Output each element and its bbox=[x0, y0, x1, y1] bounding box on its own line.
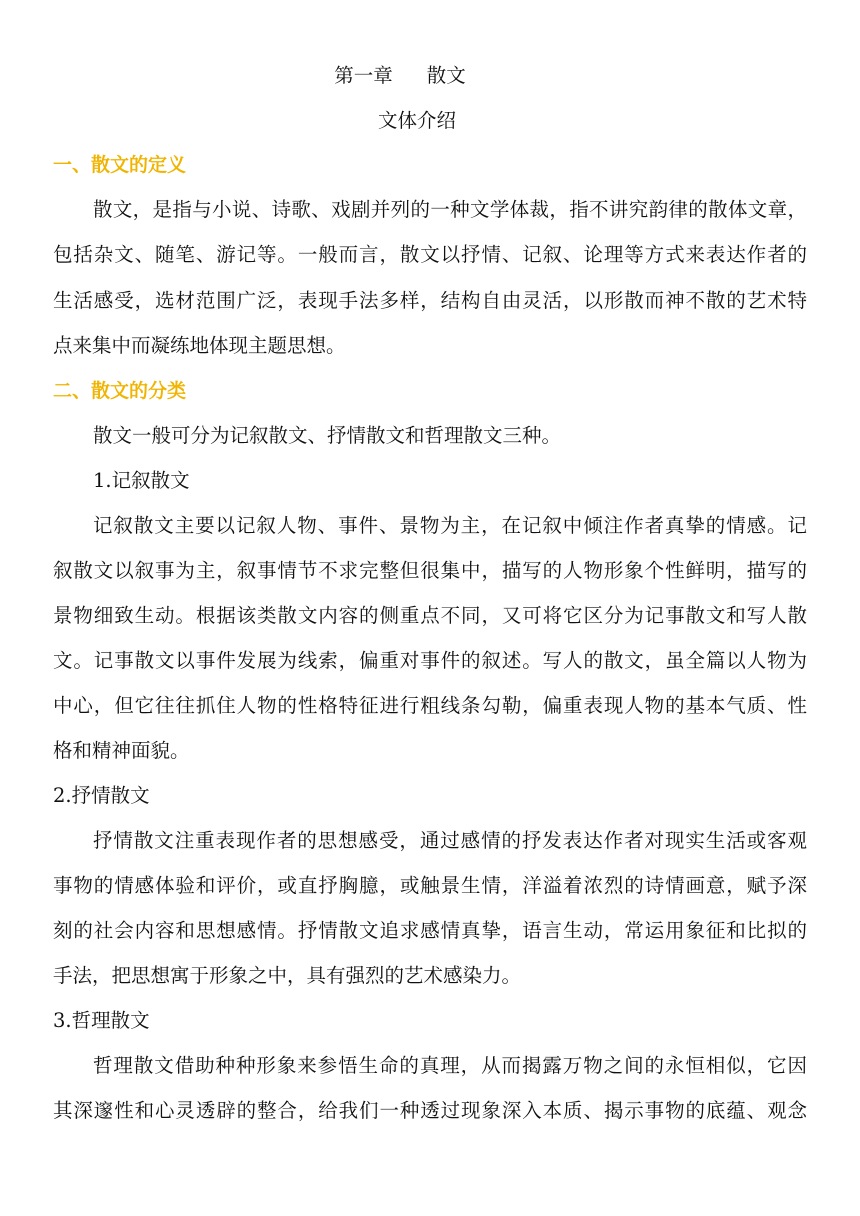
paragraph-line: 哲理散文借助种种形象来参悟生命的真理，从而揭露万物之间的永恒相似，它因 bbox=[93, 1054, 807, 1077]
paragraph-line: 散文一般可分为记叙散文、抒情散文和哲理散文三种。 bbox=[93, 424, 562, 447]
paragraph-line: 叙散文以叙事为主，叙事情节不求完整但很集中，描写的人物形象个性鲜明，描写的 bbox=[53, 559, 807, 582]
section-heading-classification: 二、散文的分类 bbox=[53, 380, 187, 402]
paragraph-line: 抒情散文注重表现作者的思想感受，通过感情的抒发表达作者对现实生活或客观 bbox=[93, 829, 807, 852]
paragraph-line: 格和精神面貌。 bbox=[53, 739, 190, 762]
paragraph-line: 中心，但它往往抓住人物的性格特征进行粗线条勾勒，偏重表现人物的基本气质、性 bbox=[53, 694, 807, 717]
subsection-title-narrative: 1.记叙散文 bbox=[93, 469, 190, 492]
paragraph-line: 散文，是指与小说、诗歌、戏剧并列的一种文学体裁，指不讲究韵律的散体文章， bbox=[93, 198, 807, 221]
paragraph-line: 点来集中而凝练地体现主题思想。 bbox=[53, 334, 346, 357]
paragraph-line: 刻的社会内容和思想感情。抒情散文追求感情真挚，语言生动，常运用象征和比拟的 bbox=[53, 919, 807, 942]
document-subtitle: 文体介绍 bbox=[377, 109, 456, 132]
paragraph-line: 手法，把思想寓于形象之中，具有强烈的艺术感染力。 bbox=[53, 964, 522, 987]
chapter-name: 散文 bbox=[426, 64, 466, 87]
paragraph-line: 景物细致生动。根据该类散文内容的侧重点不同，又可将它区分为记事散文和写人散 bbox=[53, 604, 807, 627]
paragraph-line: 包括杂文、随笔、游记等。一般而言，散文以抒情、记叙、论理等方式来表达作者的 bbox=[53, 243, 807, 266]
chapter-title bbox=[0, 61, 800, 91]
subsection-title-lyrical: 2.抒情散文 bbox=[53, 784, 150, 807]
paragraph-line: 生活感受，选材范围广泛，表现手法多样，结构自由灵活，以形散而神不散的艺术特 bbox=[53, 289, 807, 312]
subsection-title-philosophical: 3.哲理散文 bbox=[53, 1009, 150, 1032]
chapter-number: 第一章 bbox=[334, 64, 393, 87]
paragraph-line: 文。记事散文以事件发展为线索，偏重对事件的叙述。写人的散文，虽全篇以人物为 bbox=[53, 649, 807, 672]
section-heading-definition: 一、散文的定义 bbox=[53, 154, 187, 176]
paragraph-line: 其深邃性和心灵透辟的整合，给我们一种透过现象深入本质、揭示事物的底蕴、观念 bbox=[53, 1099, 807, 1122]
paragraph-line: 记叙散文主要以记叙人物、事件、景物为主，在记叙中倾注作者真挚的情感。记 bbox=[93, 514, 807, 537]
paragraph-line: 事物的情感体验和评价，或直抒胸臆，或触景生情，洋溢着浓烈的诗情画意，赋予深 bbox=[53, 874, 807, 897]
